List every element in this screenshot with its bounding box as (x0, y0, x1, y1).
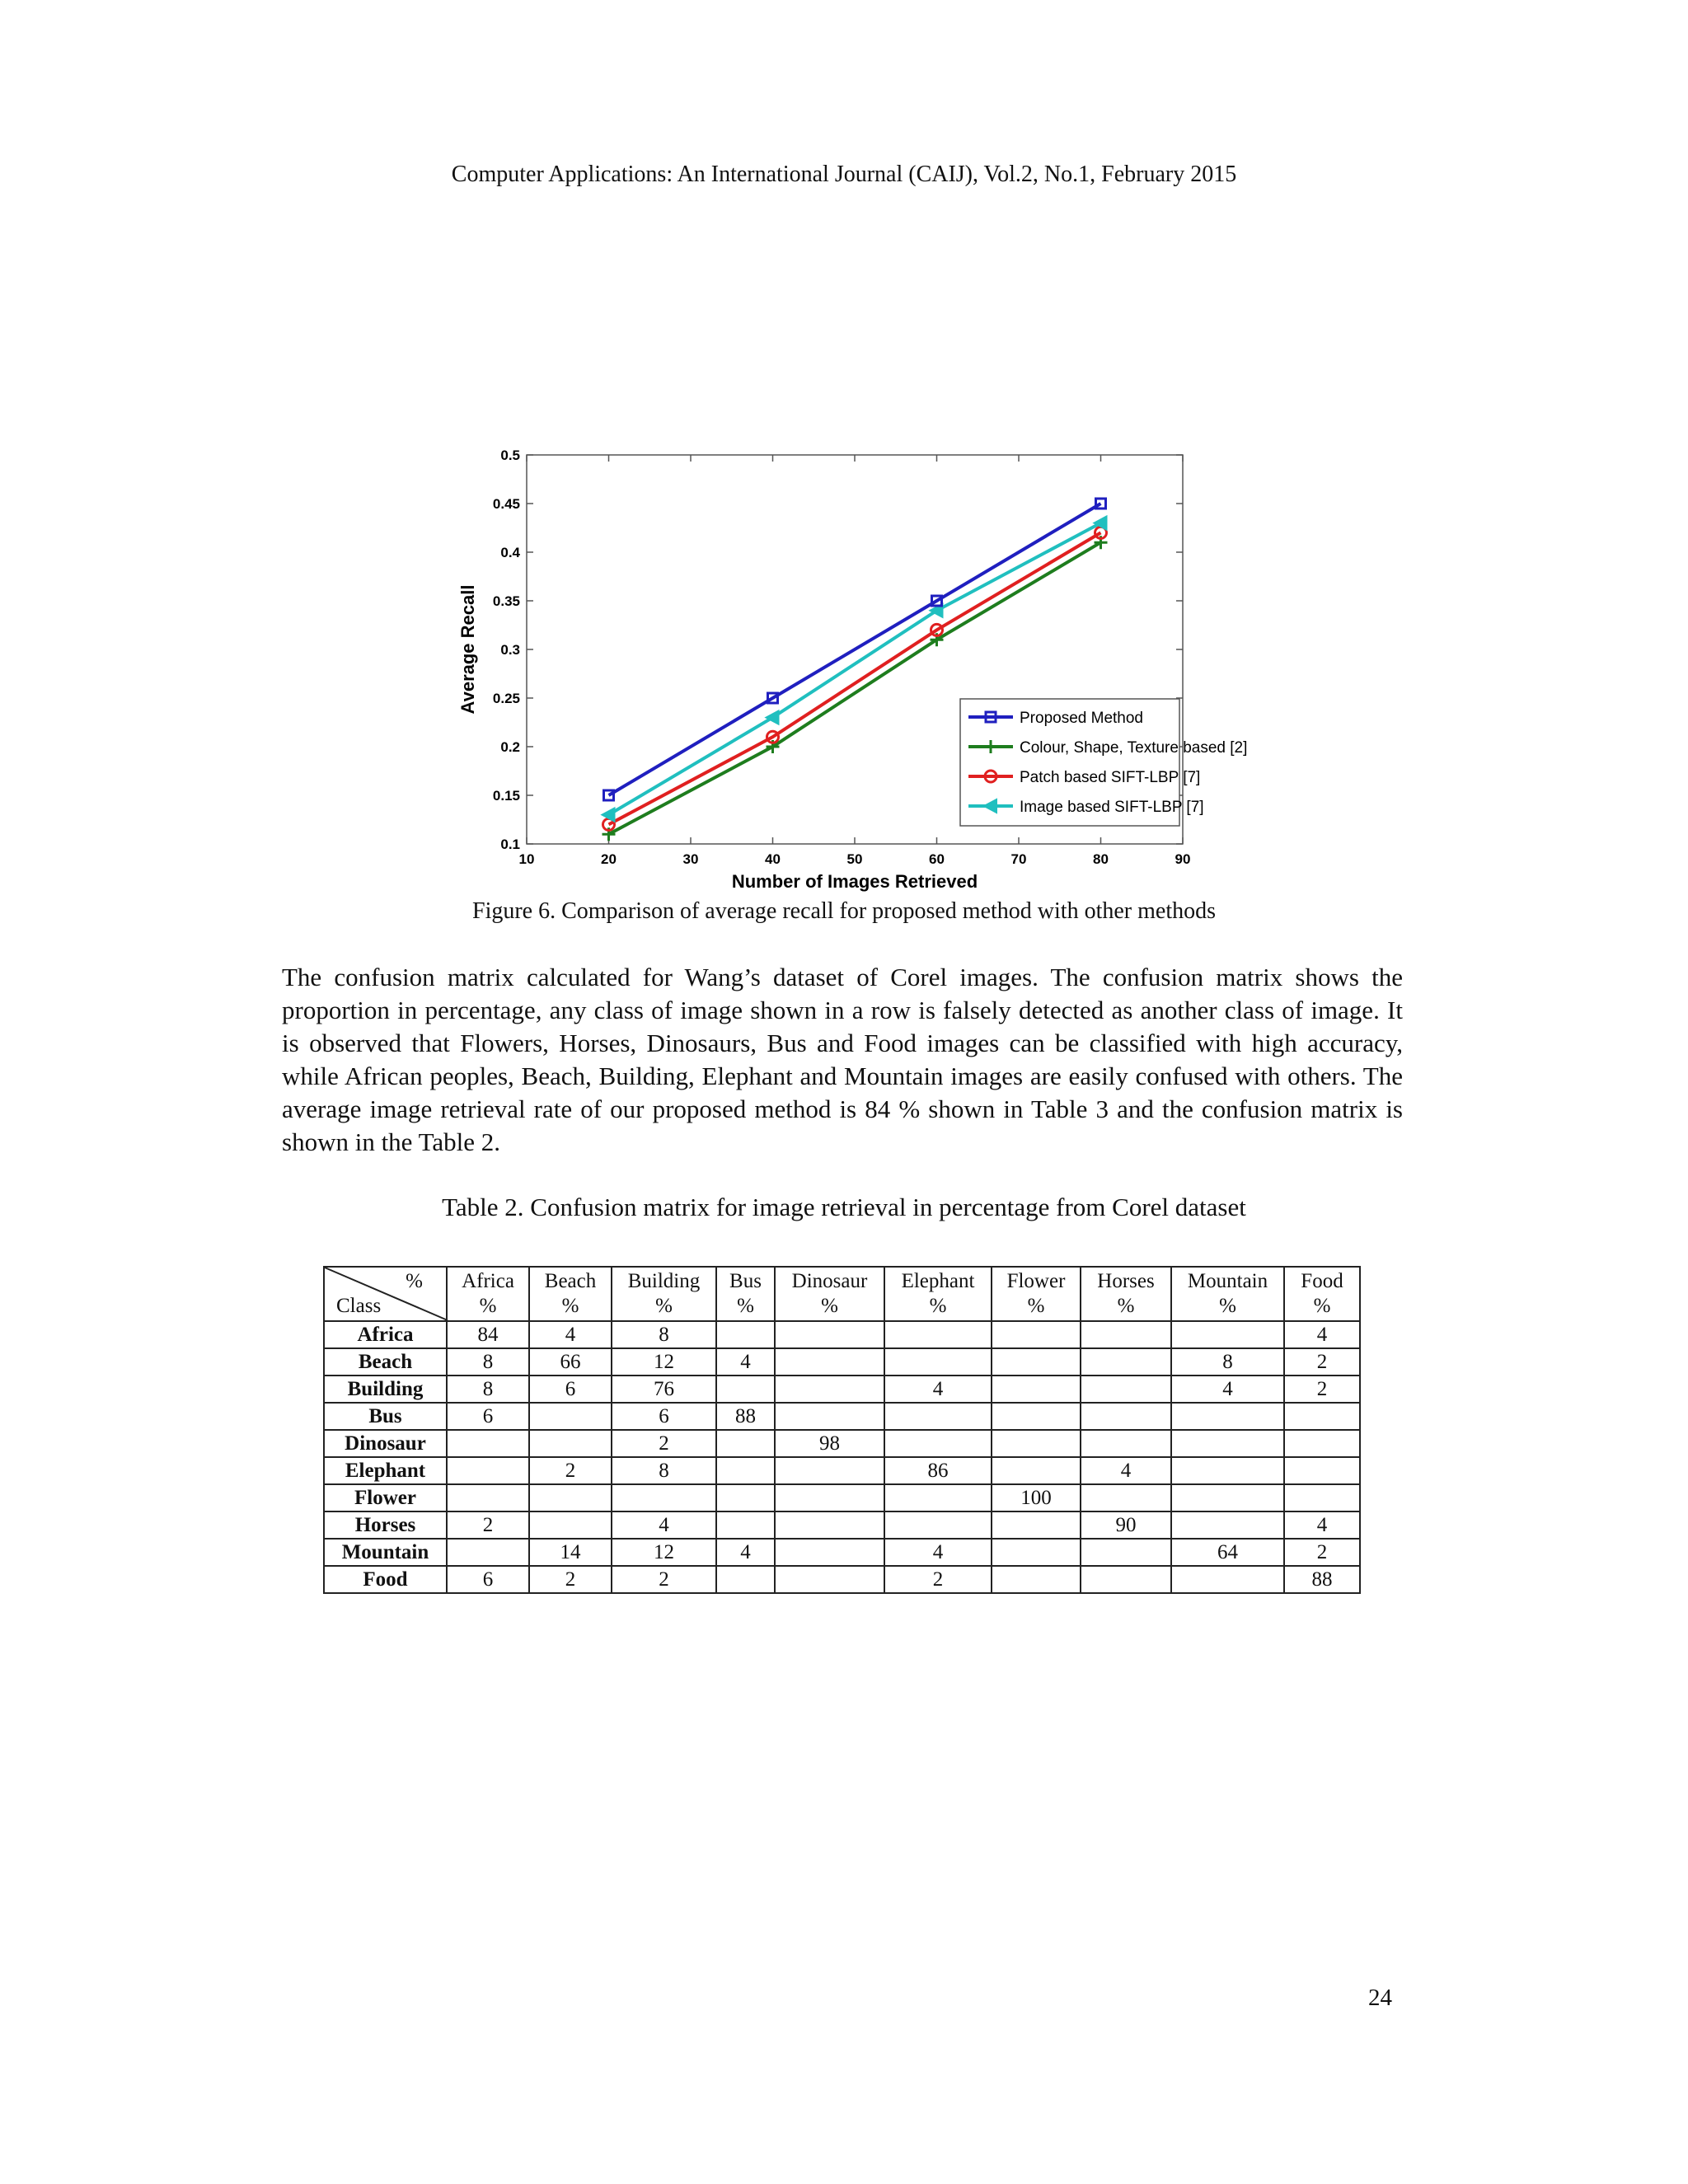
y-tick-label: 0.1 (500, 837, 520, 852)
table-cell (884, 1348, 992, 1376)
column-header (716, 1267, 775, 1321)
body-paragraph: The confusion matrix calculated for Wang’s dataset of Corel images. The confusion matrix shows the proportion in percentage, any class of image shown in a row is falsely detected as another class of image. It is observed that Flowers, Horses, Dinosaurs, Bus and Food images can be classified with high accuracy, while African peoples, Beach, Building, Elephant and Mountain images are easily confused with others. The average image retrieval rate of our proposed method is 84 % shown in Table 3 and the confusion matrix is shown in the Table 2. (282, 963, 1403, 1156)
confusion-matrix-table (323, 1266, 1361, 1594)
column-header-name: Horses (1097, 1270, 1155, 1292)
row-label: Africa (324, 1321, 447, 1348)
table-row (324, 1457, 1360, 1484)
x-axis-title: Number of Images Retrieved (731, 871, 978, 892)
column-header (447, 1267, 529, 1321)
table-cell (992, 1511, 1081, 1539)
x-tick-label: 90 (1175, 851, 1191, 867)
x-tick-label: 80 (1093, 851, 1109, 867)
table-cell (1171, 1457, 1284, 1484)
column-header (992, 1267, 1081, 1321)
table-cell (1284, 1484, 1360, 1511)
column-header-unit: % (655, 1295, 673, 1317)
table-cell (992, 1403, 1081, 1430)
table-cell (1081, 1348, 1171, 1376)
y-tick-label: 0.45 (492, 496, 520, 512)
table-cell (775, 1511, 884, 1539)
table-cell (1081, 1539, 1171, 1566)
column-header (884, 1267, 992, 1321)
table-cell: 4 (716, 1539, 775, 1566)
y-tick-label: 0.2 (500, 739, 520, 755)
y-axis-title: Average Recall (457, 584, 478, 715)
table-cell (1171, 1403, 1284, 1430)
table-cell (529, 1430, 612, 1457)
table-cell (1081, 1403, 1171, 1430)
table-cell: 8 (612, 1457, 716, 1484)
column-header-unit: % (561, 1295, 579, 1317)
table-cell: 2 (447, 1511, 529, 1539)
table-cell: 66 (529, 1348, 612, 1376)
table-cell: 4 (1284, 1511, 1360, 1539)
table-row (324, 1484, 1360, 1511)
table-caption: Table 2. Confusion matrix for image retrieval in percentage from Corel dataset (442, 1193, 1246, 1221)
table-cell: 100 (992, 1484, 1081, 1511)
table-row (324, 1511, 1360, 1539)
table-cell: 2 (612, 1566, 716, 1593)
column-header-name: Flower (1006, 1270, 1066, 1292)
table-cell: 2 (612, 1430, 716, 1457)
table-cell (1081, 1566, 1171, 1593)
table-cell: 4 (884, 1539, 992, 1566)
table-cell: 4 (1081, 1457, 1171, 1484)
column-header-name: Dinosaur (791, 1270, 868, 1292)
table-cell (884, 1403, 992, 1430)
table-cell (1284, 1403, 1360, 1430)
table-cell (716, 1566, 775, 1593)
column-header (775, 1267, 884, 1321)
table-cell (992, 1348, 1081, 1376)
table-cell (992, 1376, 1081, 1403)
table-cell (884, 1511, 992, 1539)
table-cell: 88 (1284, 1566, 1360, 1593)
figure-caption: Figure 6. Comparison of average recall for proposed method with other methods (472, 898, 1216, 924)
table-cell: 2 (884, 1566, 992, 1593)
table-cell (775, 1348, 884, 1376)
column-header (1081, 1267, 1171, 1321)
table-row (324, 1566, 1360, 1593)
column-header-unit: % (737, 1295, 754, 1317)
table-cell (716, 1511, 775, 1539)
table-cell: 4 (529, 1321, 612, 1348)
y-tick-label: 0.3 (500, 642, 520, 658)
table-cell: 12 (612, 1348, 716, 1376)
table-cell: 8 (1171, 1348, 1284, 1376)
column-header-unit: % (479, 1295, 497, 1317)
row-label: Horses (324, 1511, 447, 1539)
table-cell: 64 (1171, 1539, 1284, 1566)
table-cell: 2 (1284, 1348, 1360, 1376)
row-label: Food (324, 1566, 447, 1593)
column-header-name: Mountain (1187, 1270, 1268, 1292)
table-cell: 98 (775, 1430, 884, 1457)
x-tick-label: 50 (846, 851, 863, 867)
table-cell (775, 1457, 884, 1484)
table-cell (1171, 1511, 1284, 1539)
x-tick-label: 20 (601, 851, 617, 867)
table-cell (775, 1539, 884, 1566)
matrix-corner-cell (324, 1267, 447, 1321)
column-header-unit: % (1313, 1295, 1331, 1317)
table-cell: 84 (447, 1321, 529, 1348)
table-cell (529, 1511, 612, 1539)
table-cell: 4 (716, 1348, 775, 1376)
table-cell: 6 (447, 1403, 529, 1430)
y-tick-label: 0.4 (500, 545, 520, 560)
column-header (612, 1267, 716, 1321)
table-cell (529, 1403, 612, 1430)
table-cell: 14 (529, 1539, 612, 1566)
legend-label: Image based SIFT-LBP [7] (1020, 799, 1204, 816)
table-cell: 6 (447, 1566, 529, 1593)
column-header-unit: % (1219, 1295, 1236, 1317)
table-cell: 88 (716, 1403, 775, 1430)
legend-label: Patch based SIFT-LBP [7] (1020, 769, 1201, 786)
column-header-name: Elephant (901, 1270, 975, 1292)
table-cell (447, 1430, 529, 1457)
y-tick-label: 0.35 (492, 593, 520, 609)
table-cell: 4 (1284, 1321, 1360, 1348)
table-cell (992, 1566, 1081, 1593)
table-cell: 4 (612, 1511, 716, 1539)
column-header-unit: % (1117, 1295, 1135, 1317)
corner-class-label: Class (336, 1295, 382, 1317)
table-cell: 8 (447, 1348, 529, 1376)
table-cell (1171, 1321, 1284, 1348)
table-cell (1081, 1430, 1171, 1457)
table-cell: 2 (529, 1566, 612, 1593)
table-cell (716, 1430, 775, 1457)
table-cell (884, 1484, 992, 1511)
table-cell: 6 (612, 1403, 716, 1430)
table-cell (1081, 1484, 1171, 1511)
row-label: Beach (324, 1348, 447, 1376)
column-header-name: Bus (729, 1270, 762, 1292)
table-cell (992, 1321, 1081, 1348)
column-header-name: Food (1301, 1270, 1343, 1292)
table-cell (447, 1484, 529, 1511)
table-cell: 90 (1081, 1511, 1171, 1539)
page-number: 24 (1368, 1985, 1392, 2011)
table-cell (992, 1457, 1081, 1484)
row-label: Mountain (324, 1539, 447, 1566)
row-label: Bus (324, 1403, 447, 1430)
table-row (324, 1403, 1360, 1430)
table-cell (1284, 1457, 1360, 1484)
table-cell: 86 (884, 1457, 992, 1484)
column-header-unit: % (929, 1295, 947, 1317)
table-cell: 8 (447, 1376, 529, 1403)
table-cell: 4 (884, 1376, 992, 1403)
table-cell (992, 1430, 1081, 1457)
table-row (324, 1321, 1360, 1348)
table-row (324, 1430, 1360, 1457)
table-cell (716, 1484, 775, 1511)
table-cell (775, 1376, 884, 1403)
column-header-name: Beach (544, 1270, 597, 1292)
legend-label: Proposed Method (1020, 710, 1143, 727)
table-cell (1171, 1566, 1284, 1593)
table-cell: 76 (612, 1376, 716, 1403)
table-cell (884, 1321, 992, 1348)
table-cell (775, 1403, 884, 1430)
column-header (529, 1267, 612, 1321)
chart-legend (960, 699, 1247, 826)
table-cell (716, 1376, 775, 1403)
recall-chart-figure (449, 437, 1248, 898)
table-row (324, 1376, 1360, 1403)
y-tick-label: 0.15 (492, 788, 520, 804)
y-tick-label: 0.5 (500, 448, 520, 463)
table-cell: 2 (1284, 1376, 1360, 1403)
x-tick-label: 30 (682, 851, 699, 867)
column-header (1171, 1267, 1284, 1321)
table-row (324, 1348, 1360, 1376)
x-tick-label: 70 (1010, 851, 1027, 867)
table-cell (1171, 1484, 1284, 1511)
table-cell: 2 (1284, 1539, 1360, 1566)
table-cell: 2 (529, 1457, 612, 1484)
table-cell (716, 1321, 775, 1348)
table-cell (775, 1566, 884, 1593)
row-label: Elephant (324, 1457, 447, 1484)
corner-percent-label: % (406, 1270, 423, 1292)
column-header-unit: % (821, 1295, 838, 1317)
column-header-name: Africa (462, 1270, 514, 1292)
y-tick-label: 0.25 (492, 691, 520, 706)
legend-label: Colour, Shape, Texture based [2] (1020, 739, 1248, 757)
table-cell: 6 (529, 1376, 612, 1403)
x-tick-label: 40 (765, 851, 781, 867)
table-cell: 8 (612, 1321, 716, 1348)
row-label: Flower (324, 1484, 447, 1511)
table-cell (775, 1321, 884, 1348)
table-cell (1171, 1430, 1284, 1457)
table-cell (992, 1539, 1081, 1566)
table-cell: 4 (1171, 1376, 1284, 1403)
table-cell (447, 1539, 529, 1566)
table-cell (1284, 1430, 1360, 1457)
table-cell: 12 (612, 1539, 716, 1566)
column-header (1284, 1267, 1360, 1321)
table-cell (1081, 1321, 1171, 1348)
x-tick-label: 60 (929, 851, 945, 867)
table-cell (1081, 1376, 1171, 1403)
table-row (324, 1539, 1360, 1566)
table-cell (447, 1457, 529, 1484)
running-header: Computer Applications: An International Journal (CAIJ), Vol.2, No.1, February 2015 (451, 162, 1237, 187)
table-cell (775, 1484, 884, 1511)
table-cell (529, 1484, 612, 1511)
column-header-name: Building (627, 1270, 701, 1292)
row-label: Building (324, 1376, 447, 1403)
recall-line-chart (449, 437, 1248, 898)
x-tick-label: 10 (518, 851, 535, 867)
column-header-unit: % (1027, 1295, 1045, 1317)
table-cell (612, 1484, 716, 1511)
table-cell (716, 1457, 775, 1484)
row-label: Dinosaur (324, 1430, 447, 1457)
table-cell (884, 1430, 992, 1457)
